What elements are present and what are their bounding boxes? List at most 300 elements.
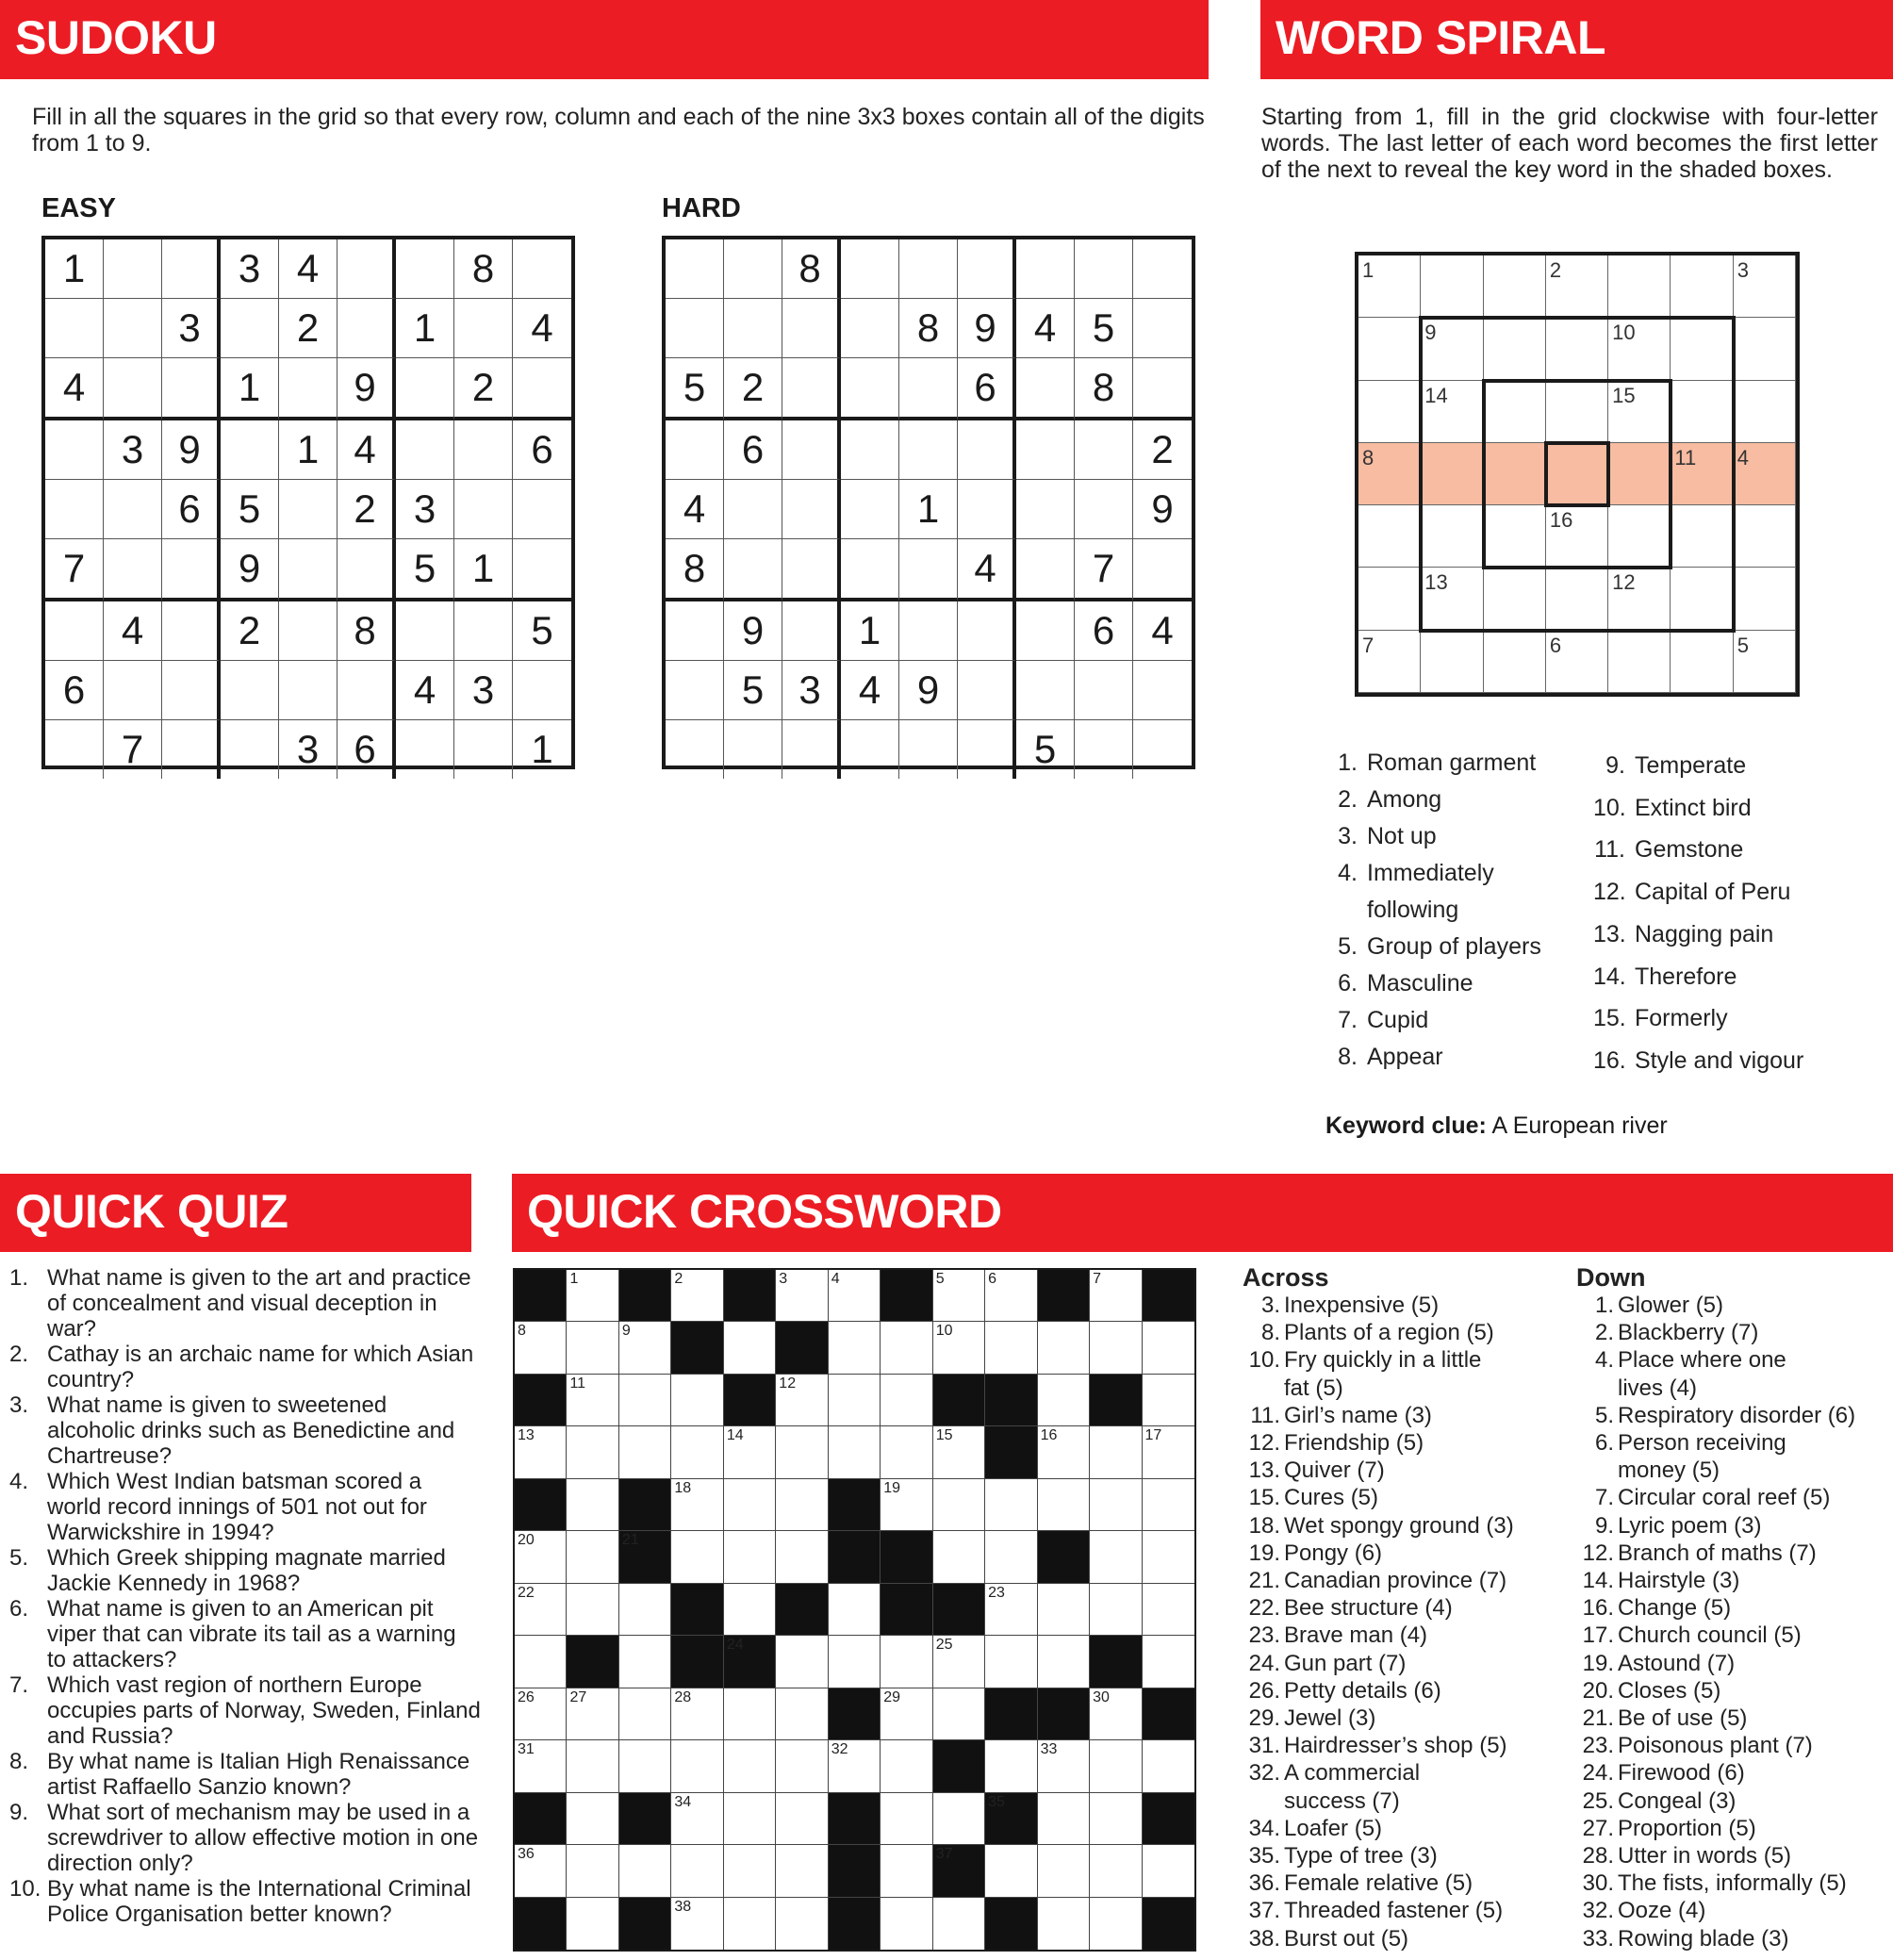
sudoku-cell[interactable]: 6 [1075, 601, 1133, 661]
sudoku-cell[interactable] [513, 358, 571, 420]
sudoku-cell[interactable]: 2 [279, 299, 337, 358]
crossword-cell[interactable] [567, 1688, 618, 1740]
crossword-cell[interactable] [619, 1584, 671, 1636]
crossword-cell[interactable] [776, 1898, 828, 1950]
spiral-cell[interactable] [1484, 505, 1546, 568]
sudoku-cell[interactable]: 6 [958, 358, 1016, 420]
sudoku-cell[interactable] [104, 299, 162, 358]
sudoku-cell[interactable]: 2 [337, 480, 396, 539]
sudoku-cell[interactable] [1016, 480, 1075, 539]
sudoku-cell[interactable] [1016, 539, 1075, 601]
sudoku-cell[interactable] [958, 420, 1016, 480]
sudoku-cell[interactable] [666, 420, 724, 480]
spiral-cell[interactable] [1671, 568, 1733, 630]
spiral-cell[interactable] [1608, 505, 1671, 568]
crossword-cell[interactable] [776, 1479, 828, 1531]
sudoku-cell[interactable] [666, 239, 724, 299]
spiral-cell[interactable] [1671, 255, 1733, 318]
crossword-cell[interactable] [776, 1531, 828, 1583]
spiral-cell[interactable] [1734, 443, 1796, 505]
sudoku-cell[interactable] [782, 358, 841, 420]
crossword-cell[interactable] [1143, 1584, 1194, 1636]
sudoku-cell[interactable] [724, 299, 782, 358]
sudoku-cell[interactable] [162, 239, 221, 299]
crossword-cell[interactable] [1143, 1375, 1194, 1426]
crossword-cell[interactable] [1090, 1270, 1142, 1322]
crossword-cell[interactable] [1090, 1479, 1142, 1531]
sudoku-cell[interactable]: 9 [1133, 480, 1192, 539]
crossword-cell[interactable] [1143, 1740, 1194, 1792]
sudoku-cell[interactable]: 4 [337, 420, 396, 480]
crossword-cell[interactable] [724, 1322, 776, 1374]
sudoku-cell[interactable]: 5 [666, 358, 724, 420]
crossword-cell[interactable] [776, 1793, 828, 1845]
sudoku-cell[interactable] [841, 358, 899, 420]
sudoku-cell[interactable]: 9 [724, 601, 782, 661]
sudoku-cell[interactable] [279, 661, 337, 720]
crossword-cell[interactable] [1090, 1740, 1142, 1792]
crossword-cell[interactable] [985, 1845, 1037, 1897]
crossword-cell[interactable] [933, 1322, 985, 1374]
sudoku-cell[interactable] [782, 720, 841, 779]
crossword-cell[interactable] [933, 1898, 985, 1950]
crossword-cell[interactable] [671, 1688, 723, 1740]
crossword-cell[interactable] [985, 1322, 1037, 1374]
spiral-cell[interactable] [1484, 568, 1546, 630]
spiral-cell[interactable] [1671, 318, 1733, 380]
crossword-cell[interactable] [724, 1426, 776, 1478]
crossword-cell[interactable] [933, 1531, 985, 1583]
sudoku-cell[interactable]: 3 [782, 661, 841, 720]
sudoku-cell[interactable] [1016, 601, 1075, 661]
crossword-cell[interactable] [1038, 1740, 1090, 1792]
crossword-cell[interactable] [619, 1426, 671, 1478]
sudoku-cell[interactable]: 5 [1075, 299, 1133, 358]
sudoku-cell[interactable]: 7 [45, 539, 104, 601]
sudoku-cell[interactable] [1016, 420, 1075, 480]
sudoku-cell[interactable] [899, 420, 958, 480]
spiral-cell[interactable] [1421, 318, 1483, 380]
crossword-cell[interactable] [567, 1322, 618, 1374]
crossword-cell[interactable] [776, 1688, 828, 1740]
sudoku-cell[interactable] [1075, 720, 1133, 779]
sudoku-cell[interactable]: 4 [841, 661, 899, 720]
sudoku-cell[interactable]: 6 [724, 420, 782, 480]
sudoku-cell[interactable] [513, 239, 571, 299]
sudoku-cell[interactable] [782, 299, 841, 358]
sudoku-cell[interactable]: 3 [454, 661, 513, 720]
sudoku-cell[interactable]: 2 [724, 358, 782, 420]
spiral-cell[interactable] [1421, 505, 1483, 568]
crossword-cell[interactable] [1143, 1322, 1194, 1374]
crossword-cell[interactable] [1090, 1426, 1142, 1478]
sudoku-cell[interactable] [45, 480, 104, 539]
spiral-cell[interactable] [1734, 505, 1796, 568]
sudoku-cell[interactable] [1133, 239, 1192, 299]
crossword-cell[interactable] [1090, 1322, 1142, 1374]
crossword-cell[interactable] [567, 1793, 618, 1845]
crossword-cell[interactable] [567, 1584, 618, 1636]
crossword-cell[interactable] [933, 1793, 985, 1845]
sudoku-cell[interactable] [1016, 661, 1075, 720]
sudoku-cell[interactable] [1133, 299, 1192, 358]
crossword-cell[interactable] [776, 1375, 828, 1426]
spiral-cell[interactable] [1734, 631, 1796, 693]
sudoku-cell[interactable] [162, 358, 221, 420]
crossword-cell[interactable] [1143, 1479, 1194, 1531]
crossword-cell[interactable] [619, 1375, 671, 1426]
crossword-cell[interactable] [1090, 1688, 1142, 1740]
spiral-cell[interactable] [1484, 443, 1546, 505]
crossword-cell[interactable] [1038, 1322, 1090, 1374]
sudoku-cell[interactable]: 1 [45, 239, 104, 299]
sudoku-cell[interactable] [337, 299, 396, 358]
sudoku-cell[interactable] [279, 601, 337, 661]
crossword-cell[interactable] [671, 1375, 723, 1426]
spiral-cell[interactable] [1671, 443, 1733, 505]
sudoku-cell[interactable] [454, 420, 513, 480]
spiral-cell[interactable] [1546, 568, 1608, 630]
sudoku-cell[interactable] [899, 539, 958, 601]
crossword-cell[interactable] [985, 1636, 1037, 1688]
sudoku-cell[interactable]: 4 [104, 601, 162, 661]
sudoku-cell[interactable] [513, 661, 571, 720]
crossword-cell[interactable] [671, 1845, 723, 1897]
sudoku-cell[interactable] [1075, 480, 1133, 539]
sudoku-cell[interactable] [513, 539, 571, 601]
sudoku-cell[interactable]: 1 [396, 299, 454, 358]
sudoku-cell[interactable] [162, 661, 221, 720]
sudoku-cell[interactable] [45, 601, 104, 661]
sudoku-cell[interactable]: 6 [337, 720, 396, 779]
sudoku-cell[interactable] [782, 480, 841, 539]
sudoku-cell[interactable] [1075, 239, 1133, 299]
sudoku-cell[interactable] [454, 601, 513, 661]
sudoku-cell[interactable] [958, 239, 1016, 299]
sudoku-cell[interactable] [337, 661, 396, 720]
spiral-cell[interactable] [1358, 255, 1421, 318]
spiral-cell[interactable] [1671, 381, 1733, 443]
crossword-cell[interactable] [724, 1479, 776, 1531]
sudoku-cell[interactable] [221, 720, 279, 779]
sudoku-cell[interactable] [396, 601, 454, 661]
crossword-cell[interactable] [1038, 1793, 1090, 1845]
sudoku-cell[interactable] [337, 239, 396, 299]
sudoku-cell[interactable] [396, 420, 454, 480]
spiral-cell[interactable] [1546, 505, 1608, 568]
crossword-cell[interactable] [985, 1479, 1037, 1531]
sudoku-cell[interactable]: 8 [454, 239, 513, 299]
sudoku-cell[interactable]: 2 [1133, 420, 1192, 480]
spiral-cell[interactable] [1358, 318, 1421, 380]
sudoku-cell[interactable]: 2 [221, 601, 279, 661]
sudoku-cell[interactable]: 6 [162, 480, 221, 539]
sudoku-cell[interactable] [899, 720, 958, 779]
crossword-cell[interactable] [1038, 1584, 1090, 1636]
crossword-cell[interactable] [567, 1375, 618, 1426]
sudoku-cell[interactable]: 4 [666, 480, 724, 539]
spiral-cell[interactable] [1546, 318, 1608, 380]
sudoku-cell[interactable]: 5 [513, 601, 571, 661]
sudoku-cell[interactable] [1133, 720, 1192, 779]
crossword-cell[interactable] [881, 1636, 932, 1688]
crossword-cell[interactable] [671, 1479, 723, 1531]
sudoku-cell[interactable] [396, 358, 454, 420]
crossword-cell[interactable] [671, 1793, 723, 1845]
sudoku-cell[interactable] [396, 239, 454, 299]
sudoku-cell[interactable] [841, 420, 899, 480]
crossword-cell[interactable] [724, 1845, 776, 1897]
sudoku-cell[interactable] [666, 661, 724, 720]
crossword-cell[interactable] [671, 1426, 723, 1478]
sudoku-cell[interactable]: 8 [337, 601, 396, 661]
sudoku-cell[interactable] [724, 480, 782, 539]
spiral-cell[interactable] [1734, 568, 1796, 630]
crossword-cell[interactable] [724, 1740, 776, 1792]
crossword-cell[interactable] [881, 1375, 932, 1426]
sudoku-cell[interactable] [782, 420, 841, 480]
sudoku-cell[interactable] [279, 539, 337, 601]
sudoku-cell[interactable] [666, 720, 724, 779]
sudoku-cell[interactable] [666, 299, 724, 358]
crossword-cell[interactable] [985, 1740, 1037, 1792]
spiral-cell[interactable] [1484, 318, 1546, 380]
crossword-cell[interactable] [1038, 1426, 1090, 1478]
sudoku-cell[interactable] [396, 720, 454, 779]
crossword-cell[interactable] [776, 1845, 828, 1897]
sudoku-cell[interactable] [841, 720, 899, 779]
sudoku-cell[interactable]: 7 [104, 720, 162, 779]
crossword-cell[interactable] [881, 1898, 932, 1950]
crossword-cell[interactable] [933, 1479, 985, 1531]
crossword-cell[interactable] [1038, 1636, 1090, 1688]
crossword-cell[interactable] [1090, 1793, 1142, 1845]
sudoku-cell[interactable]: 9 [899, 661, 958, 720]
sudoku-cell[interactable] [162, 601, 221, 661]
crossword-cell[interactable] [567, 1740, 618, 1792]
sudoku-cell[interactable]: 6 [513, 420, 571, 480]
crossword-cell[interactable] [567, 1479, 618, 1531]
sudoku-cell[interactable] [104, 661, 162, 720]
crossword-cell[interactable] [567, 1845, 618, 1897]
sudoku-cell[interactable] [1075, 420, 1133, 480]
crossword-cell[interactable] [933, 1636, 985, 1688]
spiral-cell[interactable] [1608, 381, 1671, 443]
sudoku-cell[interactable] [454, 299, 513, 358]
sudoku-cell[interactable] [104, 358, 162, 420]
spiral-cell[interactable] [1608, 631, 1671, 693]
crossword-cell[interactable] [1038, 1845, 1090, 1897]
crossword-cell[interactable] [776, 1270, 828, 1322]
sudoku-cell[interactable] [841, 539, 899, 601]
crossword-cell[interactable] [619, 1740, 671, 1792]
sudoku-cell[interactable] [841, 480, 899, 539]
spiral-cell[interactable] [1358, 443, 1421, 505]
spiral-cell[interactable] [1358, 631, 1421, 693]
crossword-cell[interactable] [515, 1636, 567, 1688]
sudoku-cell[interactable] [279, 480, 337, 539]
crossword-cell[interactable] [829, 1322, 881, 1374]
sudoku-cell[interactable] [1133, 661, 1192, 720]
sudoku-cell[interactable] [1133, 539, 1192, 601]
crossword-cell[interactable] [619, 1688, 671, 1740]
sudoku-cell[interactable] [104, 539, 162, 601]
crossword-cell[interactable] [567, 1270, 618, 1322]
sudoku-cell[interactable]: 8 [1075, 358, 1133, 420]
sudoku-cell[interactable] [45, 299, 104, 358]
sudoku-cell[interactable]: 3 [279, 720, 337, 779]
spiral-cell[interactable] [1734, 381, 1796, 443]
spiral-cell[interactable] [1421, 631, 1483, 693]
sudoku-cell[interactable] [337, 539, 396, 601]
sudoku-cell[interactable]: 2 [454, 358, 513, 420]
sudoku-cell[interactable]: 4 [1016, 299, 1075, 358]
crossword-cell[interactable] [515, 1322, 567, 1374]
crossword-cell[interactable] [881, 1793, 932, 1845]
spiral-cell[interactable] [1608, 568, 1671, 630]
sudoku-cell[interactable]: 9 [162, 420, 221, 480]
crossword-cell[interactable] [881, 1740, 932, 1792]
crossword-cell[interactable] [724, 1531, 776, 1583]
crossword-cell[interactable] [829, 1584, 881, 1636]
crossword-cell[interactable] [985, 1531, 1037, 1583]
crossword-cell[interactable] [776, 1740, 828, 1792]
crossword-cell[interactable] [515, 1688, 567, 1740]
crossword-cell[interactable] [933, 1688, 985, 1740]
sudoku-cell[interactable]: 1 [531, 727, 553, 771]
spiral-cell[interactable] [1358, 381, 1421, 443]
spiral-cell[interactable] [1358, 505, 1421, 568]
sudoku-cell[interactable] [279, 358, 337, 420]
sudoku-cell[interactable] [162, 720, 221, 779]
sudoku-cell[interactable]: 1 [841, 601, 899, 661]
crossword-cell[interactable] [1143, 1531, 1194, 1583]
sudoku-cell[interactable]: 3 [396, 480, 454, 539]
sudoku-cell[interactable] [724, 539, 782, 601]
crossword-cell[interactable] [724, 1793, 776, 1845]
sudoku-cell[interactable] [1133, 358, 1192, 420]
sudoku-cell[interactable] [958, 601, 1016, 661]
crossword-cell[interactable] [1090, 1584, 1142, 1636]
spiral-cell[interactable] [1484, 381, 1546, 443]
crossword-cell[interactable] [515, 1531, 567, 1583]
sudoku-cell[interactable]: 4 [513, 299, 571, 358]
sudoku-cell[interactable]: 8 [899, 299, 958, 358]
sudoku-cell[interactable]: 7 [1075, 539, 1133, 601]
sudoku-cell[interactable]: 9 [337, 358, 396, 420]
crossword-cell[interactable] [1090, 1531, 1142, 1583]
crossword-cell[interactable] [1143, 1845, 1194, 1897]
spiral-cell[interactable] [1608, 318, 1671, 380]
sudoku-cell[interactable]: 6 [45, 661, 104, 720]
sudoku-cell[interactable] [1075, 661, 1133, 720]
sudoku-cell[interactable] [104, 239, 162, 299]
crossword-cell[interactable] [671, 1270, 723, 1322]
sudoku-cell[interactable] [958, 661, 1016, 720]
spiral-cell[interactable] [1671, 631, 1733, 693]
sudoku-cell[interactable] [841, 299, 899, 358]
sudoku-cell[interactable]: 1 [279, 420, 337, 480]
spiral-cell[interactable] [1734, 255, 1796, 318]
spiral-cell[interactable] [1608, 255, 1671, 318]
crossword-cell[interactable] [933, 1270, 985, 1322]
spiral-cell[interactable] [1546, 381, 1608, 443]
crossword-cell[interactable] [515, 1426, 567, 1478]
sudoku-cell[interactable] [666, 601, 724, 661]
sudoku-cell[interactable] [454, 720, 513, 779]
sudoku-cell[interactable]: 1 [454, 539, 513, 601]
sudoku-cell[interactable] [782, 539, 841, 601]
sudoku-cell[interactable]: 4 [1133, 601, 1192, 661]
sudoku-cell[interactable] [1016, 239, 1075, 299]
sudoku-cell[interactable] [724, 720, 782, 779]
crossword-cell[interactable] [724, 1584, 776, 1636]
sudoku-cell[interactable]: 5 [221, 480, 279, 539]
sudoku-cell[interactable] [221, 420, 279, 480]
sudoku-cell[interactable] [899, 239, 958, 299]
sudoku-cell[interactable] [162, 539, 221, 601]
crossword-cell[interactable] [619, 1636, 671, 1688]
spiral-cell[interactable] [1484, 631, 1546, 693]
sudoku-cell[interactable]: 4 [958, 539, 1016, 601]
sudoku-cell[interactable]: 3 [104, 420, 162, 480]
crossword-cell[interactable] [567, 1531, 618, 1583]
sudoku-cell[interactable] [899, 358, 958, 420]
crossword-cell[interactable] [619, 1845, 671, 1897]
crossword-cell[interactable] [671, 1898, 723, 1950]
crossword-cell[interactable] [881, 1479, 932, 1531]
crossword-cell[interactable] [1038, 1375, 1090, 1426]
crossword-cell[interactable] [515, 1584, 567, 1636]
sudoku-cell[interactable] [1016, 358, 1075, 420]
spiral-cell[interactable] [1734, 318, 1796, 380]
sudoku-cell[interactable]: 5 [1016, 720, 1075, 779]
spiral-cell[interactable] [1421, 443, 1483, 505]
sudoku-cell[interactable]: 1 [899, 480, 958, 539]
spiral-cell[interactable] [1421, 381, 1483, 443]
spiral-cell[interactable] [1608, 443, 1671, 505]
sudoku-cell[interactable]: 4 [45, 358, 104, 420]
sudoku-cell[interactable] [221, 661, 279, 720]
sudoku-cell[interactable]: 9 [958, 299, 1016, 358]
sudoku-cell[interactable] [45, 420, 104, 480]
sudoku-cell[interactable]: 3 [162, 299, 221, 358]
crossword-cell[interactable] [881, 1688, 932, 1740]
sudoku-cell[interactable] [841, 239, 899, 299]
sudoku-cell[interactable]: 9 [221, 539, 279, 601]
sudoku-cell[interactable] [221, 299, 279, 358]
crossword-cell[interactable] [881, 1322, 932, 1374]
crossword-cell[interactable] [515, 1740, 567, 1792]
crossword-cell[interactable] [1038, 1479, 1090, 1531]
sudoku-cell[interactable]: 8 [782, 239, 841, 299]
sudoku-cell[interactable]: 5 [724, 661, 782, 720]
sudoku-cell[interactable] [782, 601, 841, 661]
spiral-cell[interactable] [1546, 631, 1608, 693]
sudoku-cell[interactable] [899, 601, 958, 661]
crossword-cell[interactable] [567, 1898, 618, 1950]
sudoku-cell[interactable]: 8 [666, 539, 724, 601]
spiral-cell[interactable] [1421, 568, 1483, 630]
sudoku-cell[interactable]: 4 [279, 239, 337, 299]
crossword-cell[interactable] [671, 1740, 723, 1792]
sudoku-cell[interactable] [45, 720, 104, 779]
sudoku-cell[interactable]: 4 [396, 661, 454, 720]
crossword-cell[interactable] [829, 1636, 881, 1688]
crossword-cell[interactable] [671, 1531, 723, 1583]
crossword-cell[interactable] [829, 1740, 881, 1792]
spiral-cell[interactable] [1546, 255, 1608, 318]
